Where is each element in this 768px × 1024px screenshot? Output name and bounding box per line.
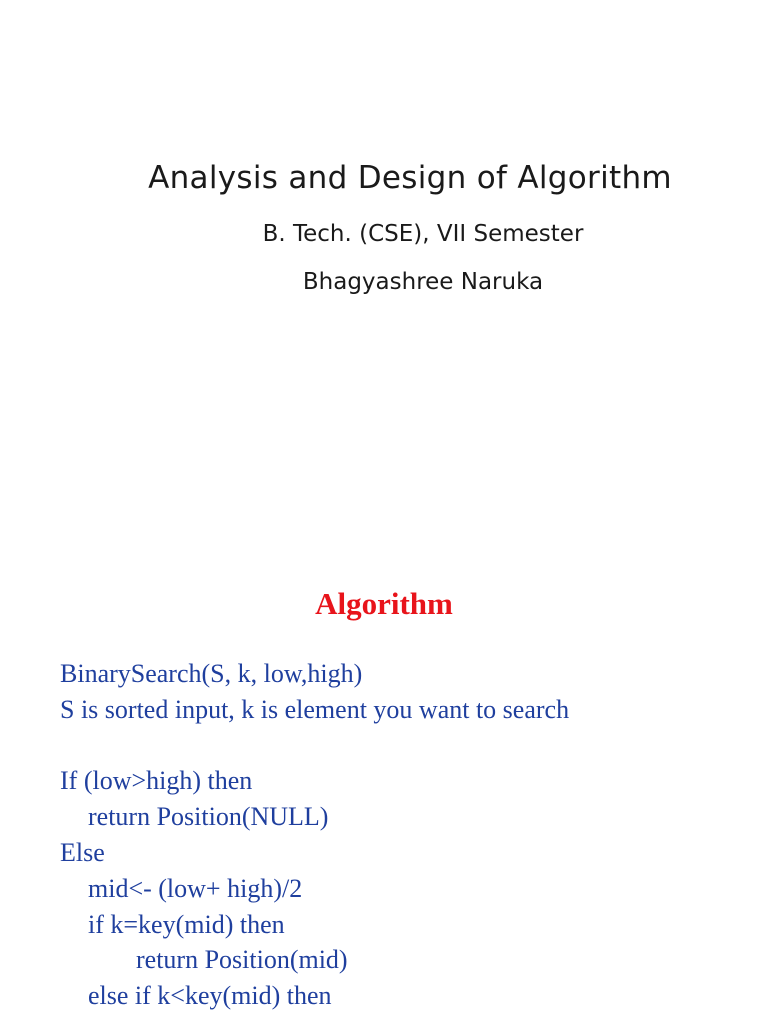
code-line-mid: mid<- (low+ high)/2 <box>88 873 303 903</box>
code-line-if-equal: if k=key(mid) then <box>88 909 285 939</box>
code-line-if: If (low>high) then <box>60 766 253 796</box>
author-name: Bhagyashree Naruka <box>302 269 544 295</box>
code-line-else-if-less: else if k<key(mid) then <box>88 981 332 1011</box>
code-line-else: Else <box>60 837 105 867</box>
code-line-return-null: return Position(NULL) <box>88 802 329 832</box>
code-line-return-mid: return Position(mid) <box>136 945 348 975</box>
algorithm-title: Algorithm <box>315 586 453 621</box>
algorithm-slide <box>0 512 768 1024</box>
course-subtitle: B. Tech. (CSE), VII Semester <box>262 221 584 247</box>
code-line-blank <box>60 728 569 764</box>
code-line-description: S is sorted input, k is element you want to search <box>60 694 570 724</box>
slide-title: Analysis and Design of Algorithm <box>148 160 672 196</box>
pseudocode-block <box>60 656 569 1014</box>
code-line-signature: BinarySearch(S, k, low,high) <box>60 659 363 688</box>
